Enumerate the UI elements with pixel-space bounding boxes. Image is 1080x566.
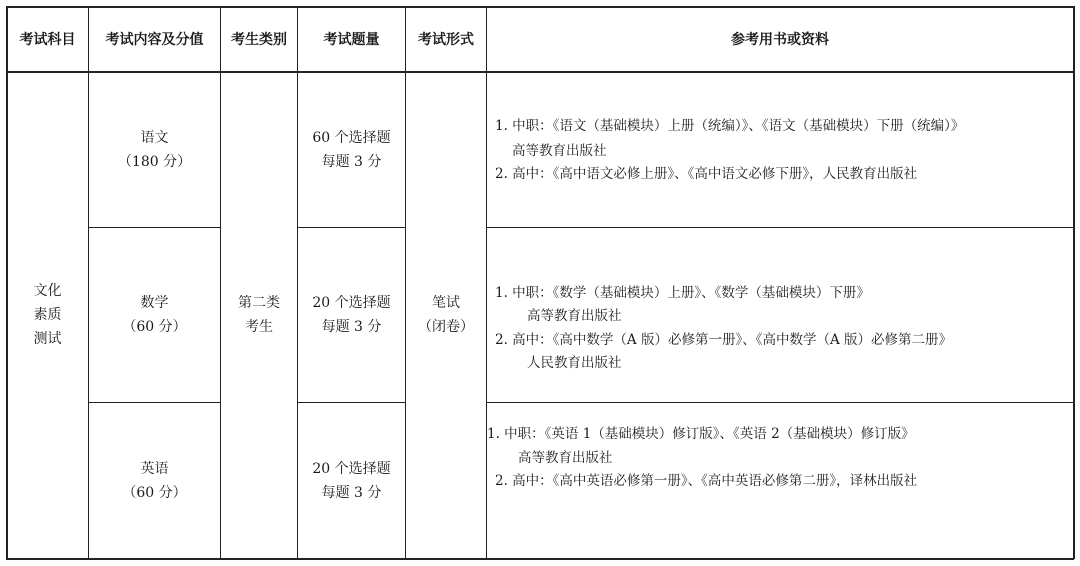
form-line: （闭卷） <box>418 319 474 335</box>
header-category <box>221 7 297 71</box>
ref-chinese-1: 1. 中职：《语文（基础模块）上册（统编）》、《语文（基础模块）下册（统编）》 <box>495 118 965 134</box>
content-cell-chinese <box>89 72 220 227</box>
ref-math-publisher-1: 高等教育出版社 <box>527 308 622 324</box>
header-content-label: 考试内容及分值 <box>105 32 204 48</box>
col-divider-5 <box>486 6 487 559</box>
header-references-label: 参考用书或资料 <box>731 32 829 48</box>
content-cell-english <box>89 403 220 558</box>
quantity-cell-chinese <box>298 72 405 227</box>
ref-math-1: 1. 中职：《数学（基础模块）上册》、《数学（基础模块）下册》 <box>495 285 870 301</box>
subject-line: 素质 <box>33 307 62 323</box>
content-name: 语文 <box>140 129 169 146</box>
subject-line: 测试 <box>33 331 62 347</box>
quantity-count: 20 个选择题 <box>312 295 391 311</box>
header-subject <box>7 7 88 71</box>
header-quantity-label: 考试题量 <box>323 32 380 48</box>
form-line: 笔试 <box>432 295 460 311</box>
category-line: 第二类 <box>238 295 280 311</box>
ref-chinese-publisher: 高等教育出版社 <box>512 143 607 159</box>
header-content <box>89 7 220 71</box>
category-line: 考生 <box>245 319 273 335</box>
content-score: （60 分） <box>122 484 187 501</box>
category-cell <box>221 72 297 558</box>
quantity-cell-english <box>298 403 405 558</box>
header-form <box>406 7 486 71</box>
content-score: （180 分） <box>117 153 192 170</box>
content-score: （60 分） <box>122 319 187 335</box>
ref-english-2: 2. 高中：《高中英语必修第一册》、《高中英语必修第二册》，译林出版社 <box>495 473 918 489</box>
ref-math-publisher-2: 人民教育出版社 <box>527 355 622 371</box>
subject-cell <box>7 72 88 558</box>
quantity-cell-math <box>298 228 405 402</box>
quantity-score: 每题 3 分 <box>321 319 382 335</box>
quantity-score: 每题 3 分 <box>321 484 382 501</box>
row-divider-2c <box>486 402 1074 403</box>
content-cell-math <box>89 228 220 402</box>
header-form-label: 考试形式 <box>418 32 474 48</box>
ref-english-1: 1. 中职：《英语 1（基础模块）修订版》、《英语 2（基础模块）修订版》 <box>487 426 915 442</box>
content-name: 英语 <box>140 460 169 477</box>
table-border-bottom <box>6 558 1074 560</box>
ref-math-2: 2. 高中：《高中数学（A 版）必修第一册》、《高中数学（A 版）必修第二册》 <box>495 332 953 348</box>
form-cell <box>406 72 486 558</box>
header-references <box>487 7 1073 71</box>
quantity-count: 20 个选择题 <box>312 460 391 477</box>
ref-chinese-2: 2. 高中：《高中语文必修上册》、《高中语文必修下册》，人民教育出版社 <box>495 166 918 182</box>
header-category-label: 考生类别 <box>231 32 287 48</box>
header-subject-label: 考试科目 <box>19 32 76 48</box>
quantity-count: 60 个选择题 <box>312 129 391 146</box>
header-quantity <box>298 7 405 71</box>
table-border-right <box>1073 6 1075 559</box>
row-divider-1c <box>486 227 1074 228</box>
quantity-score: 每题 3 分 <box>321 153 382 170</box>
content-name: 数学 <box>140 295 169 311</box>
subject-line: 文化 <box>33 283 62 299</box>
ref-english-publisher: 高等教育出版社 <box>518 450 613 466</box>
